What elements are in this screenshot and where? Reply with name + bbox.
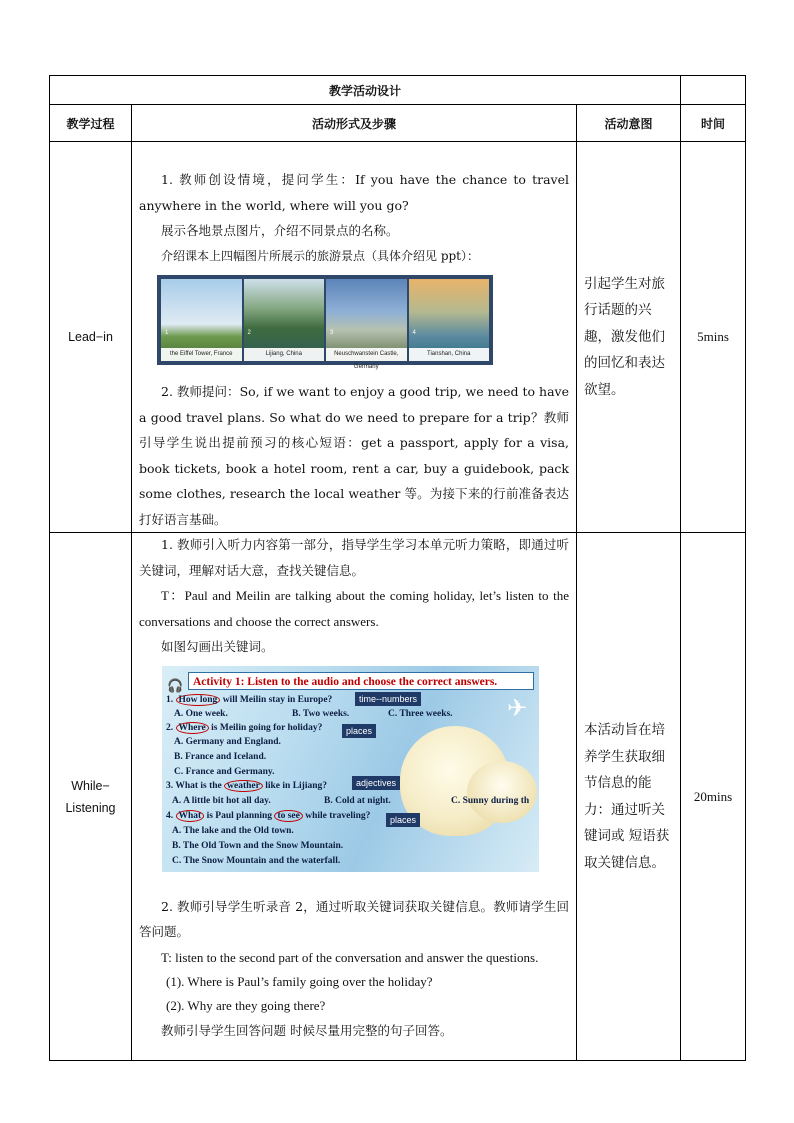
slide-q1-c: C. Three weeks. xyxy=(388,708,453,719)
header-intent: 活动意图 xyxy=(577,105,681,142)
scenic-num: 2 xyxy=(247,329,251,336)
slide-q2: 2. Where is Meilin going for holiday? xyxy=(166,722,323,733)
slide-q2-b: B. France and Iceland. xyxy=(174,751,267,762)
scenic-num: 1 xyxy=(165,329,169,336)
keyword-circle: to see xyxy=(274,810,302,822)
header-steps: 活动形式及步骤 xyxy=(132,105,577,142)
keyword-circle: How long xyxy=(176,694,221,706)
listening-p1: 1. 教师引入听力内容第一部分，指导学生学习本单元听力策略，即通过听关键词，理解对话大意，查找关键信息。 xyxy=(139,537,569,578)
slide-q1-b: B. Two weeks. xyxy=(292,708,350,719)
listening-stage xyxy=(50,533,132,1061)
header-row xyxy=(50,105,746,142)
table-title: 教学活动设计 xyxy=(50,76,681,105)
slide-tag-time-numbers: time--numbers xyxy=(355,692,421,706)
listening-intent: 本活动旨在培养学生获取细节信息的能力：通过听关键词或 短语获取关键信息。 xyxy=(577,533,681,1061)
slide-q4-a: A. The lake and the Old town. xyxy=(172,825,294,836)
keyword-circle: Where xyxy=(176,722,209,734)
leadin-p2: 展示各地景点图片，介绍不同景点的名称。 xyxy=(161,223,399,238)
scenic-castle-image xyxy=(326,279,407,370)
keyword-circle: weather xyxy=(224,780,263,792)
slide-q1-a: A. One week. xyxy=(174,708,228,719)
slide-tag-adjectives: adjectives xyxy=(352,776,400,790)
scenic-caption: Lijiang, China xyxy=(244,348,325,361)
slide-q3-a: A. A little bit hot all day. xyxy=(172,795,271,806)
table-title-row xyxy=(50,76,746,105)
scenic-num: 4 xyxy=(412,329,416,336)
airplane-icon: ✈ xyxy=(507,693,528,722)
scenic-caption: the Eiffel Tower, France xyxy=(161,348,242,361)
slide-q4-b: B. The Old Town and the Snow Mountain. xyxy=(172,840,344,851)
listening-p3: 如图勾画出关键词。 xyxy=(161,639,274,654)
header-time: 时间 xyxy=(681,105,746,142)
scenic-caption: Neuschwanstein Castle, Germany xyxy=(326,348,407,361)
slide-q4: 4. What is Paul planning to see while traveling? xyxy=(166,810,371,821)
scenic-images xyxy=(157,275,493,370)
leadin-p1: 1. 教师创设情境，提问学生：If you have the chance to travel anywhere in the world, where will you go? xyxy=(139,172,569,213)
listening-row xyxy=(50,533,746,1061)
scenic-eiffel-tower-image xyxy=(161,279,242,361)
scenic-num: 3 xyxy=(330,329,334,336)
listening-p2: T：Paul and Meilin are talking about the coming holiday, let’s listen to the conversations and choose the correct answers. xyxy=(139,588,569,629)
lesson-table xyxy=(49,75,746,1061)
slide-q3-b: B. Cold at night. xyxy=(324,795,391,806)
keyword-circle: What xyxy=(176,810,205,822)
slide-q3: 3. What is the weather like in Lijiang? xyxy=(166,780,328,791)
slide-tag-places-2: places xyxy=(386,813,420,827)
shell-decoration xyxy=(467,761,537,823)
scenic-lijiang-image xyxy=(244,279,325,361)
leadin-intent: 引起学生对旅行话题的兴趣，激发他们的回忆和表达欲望。 xyxy=(577,142,681,533)
activity-slide-image xyxy=(162,666,539,872)
leadin-row xyxy=(50,142,746,533)
slide-q2-c: C. France and Germany. xyxy=(174,766,275,777)
listening-p4: 2. 教师引导学生听录音 2，通过听取关键词获取关键信息。教师请学生回答问题。 xyxy=(139,898,569,939)
listening-stage-line2: Listening xyxy=(65,800,116,815)
leadin-stage: Lead−in xyxy=(50,142,132,533)
scenic-tianshan-image xyxy=(409,279,490,361)
slide-q1: 1. How long will Meilin stay in Europe? xyxy=(166,694,333,705)
header-process: 教学过程 xyxy=(50,105,132,142)
headphones-icon: 🎧 xyxy=(167,678,184,694)
listening-stage-line1: While− xyxy=(71,778,110,793)
leadin-p4: 2. 教师提问：So, if we want to enjoy a good trip, we need to have a good travel plans. So what do we need to prepare for a trip？教师引导学生说出提前预习的核心短语：get a passport, apply for a visa, book tickets, book a hotel room, rent a car, buy a guidebook, pack some clothes, research the local weather 等。为接下来的行前准备表达打好语言基础。 xyxy=(139,384,569,527)
slide-title: Activity 1: Listen to the audio and choose the correct answers. xyxy=(188,672,534,690)
slide-tag-places: places xyxy=(342,724,376,738)
listening-q2: (2). Why are they going there? xyxy=(166,998,326,1013)
leadin-p3: 介绍课本上四幅图片所展示的旅游景点（具体介绍见 ppt）： xyxy=(161,248,480,263)
listening-p5: T: listen to the second part of the conversation and answer the questions. xyxy=(161,949,539,965)
leadin-content xyxy=(132,142,577,533)
scenic-caption: Tianshan, China xyxy=(409,348,490,361)
slide-q2-a: A. Germany and England. xyxy=(174,736,281,747)
leadin-time: 5mins xyxy=(681,142,746,533)
table-title-empty-cell xyxy=(681,76,746,105)
slide-q4-c: C. The Snow Mountain and the waterfall. xyxy=(172,855,341,866)
listening-content xyxy=(132,533,577,1061)
listening-time: 20mins xyxy=(681,533,746,1061)
slide-q3-c: C. Sunny during th xyxy=(451,795,530,806)
listening-p6: 教师引导学生回答问题 时候尽量用完整的句子回答。 xyxy=(161,1023,453,1038)
listening-q1: (1). Where is Paul’s family going over the holiday? xyxy=(166,974,433,989)
